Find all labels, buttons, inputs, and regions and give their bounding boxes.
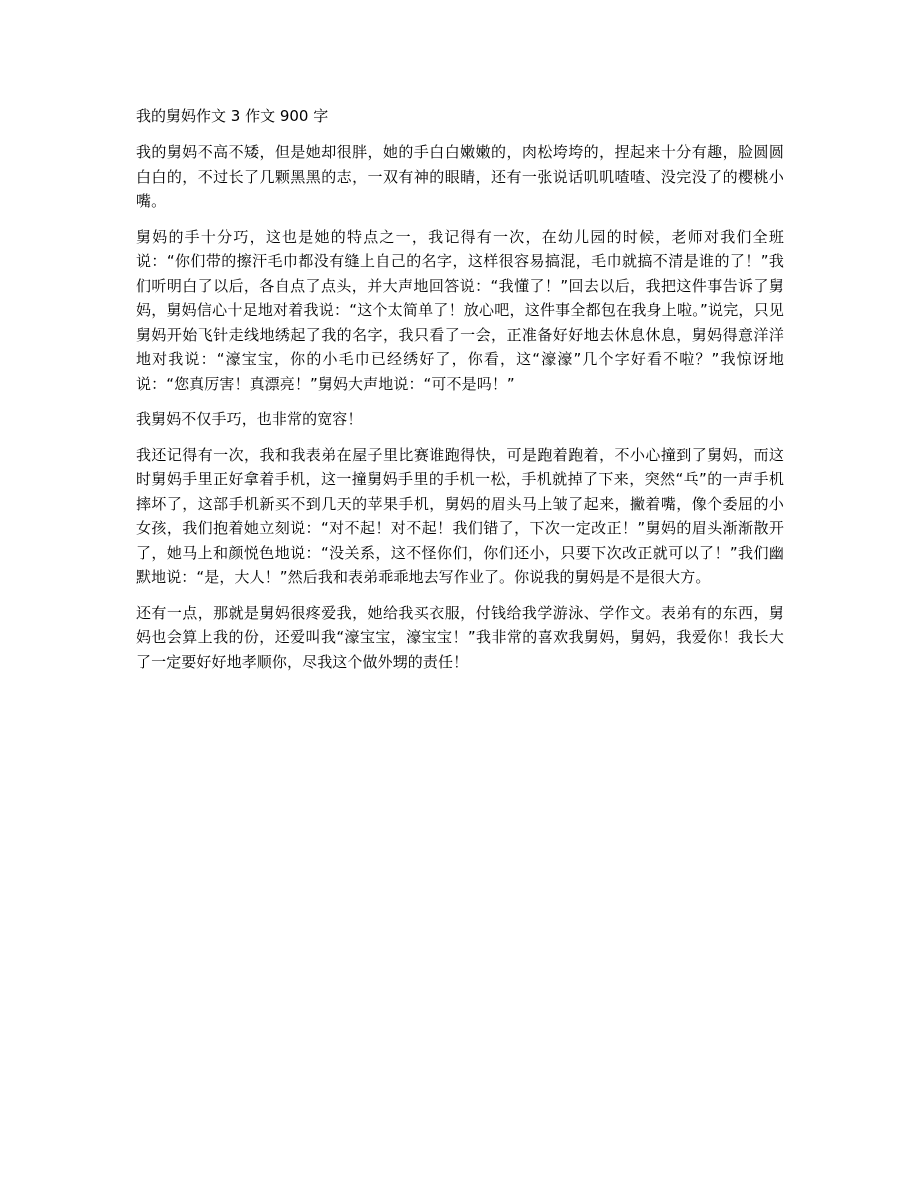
paragraph-tolerance: 我舅妈不仅手巧，也非常的宽容！ bbox=[136, 410, 363, 428]
document-title: 我的舅妈作文 3 作文 900 字 bbox=[136, 107, 329, 125]
document-page bbox=[136, 104, 784, 685]
paragraph-skillful-hands: 舅妈的手十分巧，这也是她的特点之一，我记得有一次，在幼儿园的时候，老师对我们全班说：“你们带的擦汗毛巾都没有缝上自己的名字，这样很容易搞混，毛巾就搞不清是谁的了！”我们听明白了以后，各自点了点头，并大声地回答说：“我懂了！”回去以后，我把这件事告诉了舅妈，舅妈信心十足地对着我说：“这个太简单了！放心吧，这件事全都包在我身上啦。”说完，只见舅妈开始飞针走线地绣起了我的名字，我只看了一会，正准备好好地去休息休息，舅妈得意洋洋地对我说：“濠宝宝，你的小毛巾已经绣好了，你看，这“濠濠”几个字好看不啦？”我惊讶地说：“您真厉害！真漂亮！”舅妈大声地说：“可不是吗！” bbox=[136, 227, 784, 393]
paragraph-love: 还有一点，那就是舅妈很疼爱我，她给我买衣服，付钱给我学游泳、学作文。表弟有的东西，舅妈也会算上我的份，还爱叫我“濠宝宝，濠宝宝！”我非常的喜欢我舅妈，舅妈，我爱你！我长大了一定要好好地孝顺你，尽我这个做外甥的责任！ bbox=[136, 603, 784, 671]
paragraph-appearance: 我的舅妈不高不矮，但是她却很胖，她的手白白嫩嫩的，肉松垮垮的，捏起来十分有趣，脸圆圆白白的，不过长了几颗黑黑的志，一双有神的眼睛，还有一张说话叽叽喳喳、没完没了的樱桃小嘴。 bbox=[136, 143, 784, 210]
paragraph-phone-story: 我还记得有一次，我和我表弟在屋子里比赛谁跑得快，可是跑着跑着，不小心撞到了舅妈，而这时舅妈手里正好拿着手机，这一撞舅妈手里的手机一松，手机就掉了下来，突然“乓”的一声手机摔坏了，这部手机新买不到几天的苹果手机，舅妈的眉头马上皱了起来，撇着嘴，像个委屈的小女孩，我们抱着她立刻说：“对不起！对不起！我们错了，下次一定改正！”舅妈的眉头渐渐散开了，她马上和颜悦色地说：“没关系，这不怪你们，你们还小，只要下次改正就可以了！”我们幽默地说：“是，大人！”然后我和表弟乖乖地去写作业了。你说我的舅妈是不是很大方。 bbox=[136, 445, 784, 586]
